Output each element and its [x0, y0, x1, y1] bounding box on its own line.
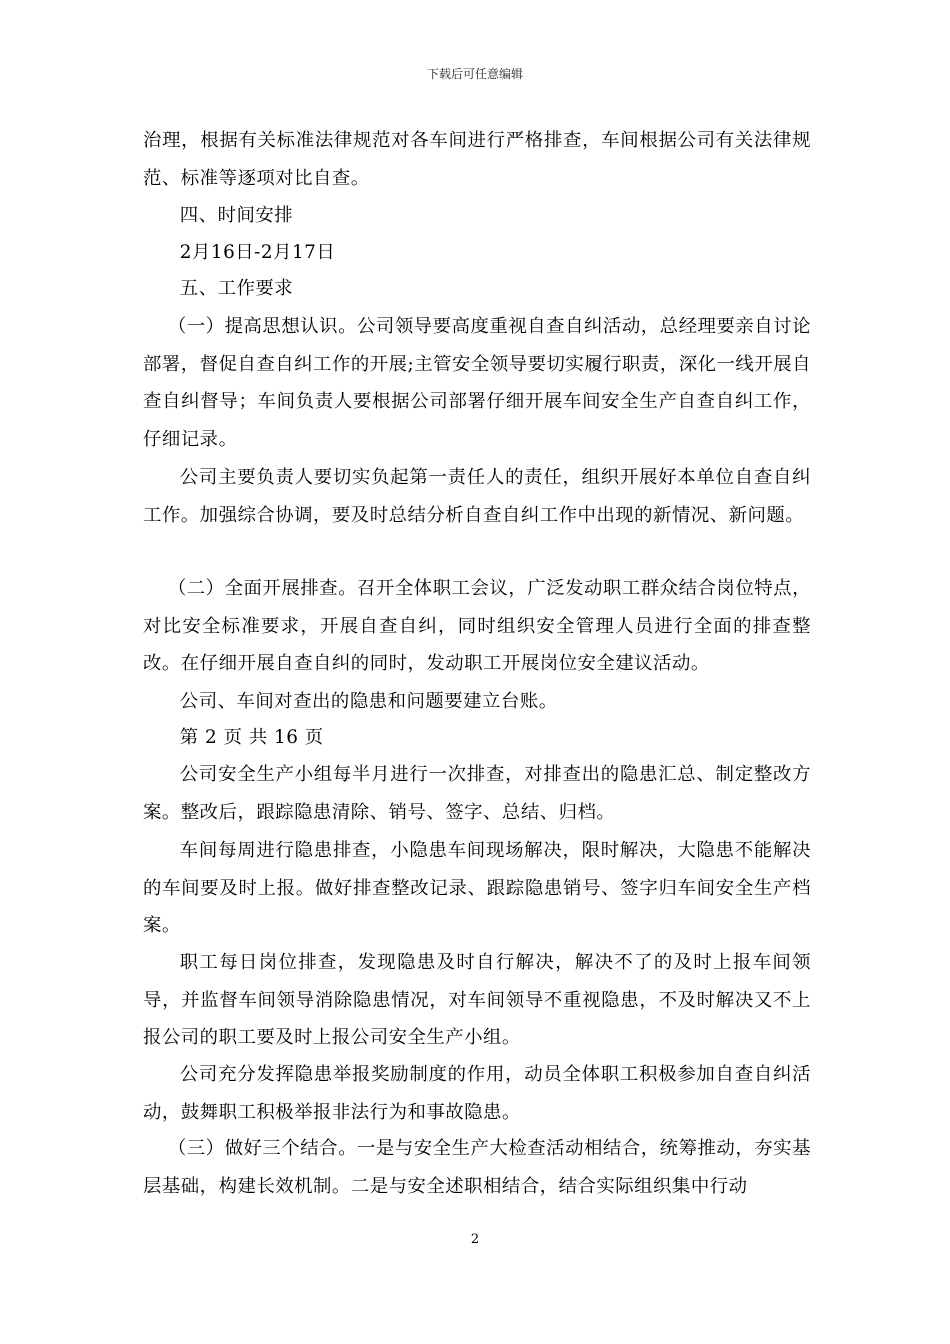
paragraph-safety-group: 公司安全生产小组每半月进行一次排查，对排查出的隐患汇总、制定整改方案。整改后，跟踪隐患清除、销号、签字、总结、归档。 [143, 764, 811, 823]
section-heading-schedule: 四、时间安排 [179, 205, 294, 226]
paragraph-reward-system: 公司充分发挥隐患举报奖励制度的作用，动员全体职工积极参加自查自纠活动，鼓舞职工积极举报非法行为和事故隐患。 [143, 1064, 811, 1123]
section-heading-requirements: 五、工作要求 [179, 278, 294, 299]
paragraph-requirement-3: （三）做好三个结合。一是与安全生产大检查活动相结合，统筹推动，夯实基层基础，构建长效机制。二是与安全述职相结合，结合实际组织集中行动 [143, 1138, 811, 1197]
inline-page-count: 第 2 页 共 16 页 [179, 727, 324, 748]
page-number: 2 [470, 1232, 480, 1247]
schedule-dates: 2月16日-2月17日 [179, 242, 336, 263]
paragraph-ledger: 公司、车间对查出的隐患和问题要建立台账。 [179, 691, 558, 712]
paragraph-requirement-2: （二）全面开展排查。召开全体职工会议，广泛发动职工群众结合岗位特点，对比安全标准要求，开展自查自纠，同时组织安全管理人员进行全面的排查整改。在仔细开展自查自纠的同时，发动职工开展岗位安全建议活动。 [143, 578, 811, 674]
paragraph-staff-daily: 职工每日岗位排查，发现隐患及时自行解决，解决不了的及时上报车间领导，并监督车间领导消除隐患情况，对车间领导不重视隐患，不及时解决又不上报公司的职工要及时上报公司安全生产小组。 [143, 952, 811, 1048]
page-header: 下载后可任意编辑 [426, 67, 523, 81]
paragraph-continuation: 治理，根据有关标准法律规范对各车间进行严格排查，车间根据公司有关法律规范、标准等逐项对比自查。 [143, 130, 811, 189]
paragraph-workshop-weekly: 车间每周进行隐患排查，小隐患车间现场解决，限时解决，大隐患不能解决的车间要及时上报。做好排查整改记录、跟踪隐患销号、签字归车间安全生产档案。 [143, 840, 811, 936]
paragraph-responsibility: 公司主要负责人要切实负起第一责任人的责任，组织开展好本单位自查自纠工作。加强综合协调，要及时总结分析自查自纠工作中出现的新情况、新问题。 [143, 467, 811, 526]
paragraph-requirement-1: （一）提高思想认识。公司领导要高度重视自查自纠活动，总经理要亲自讨论部署，督促自查自纠工作的开展;主管安全领导要切实履行职责，深化一线开展自查自纠督导；车间负责人要根据公司部署仔细开展车间安全生产自查自纠工作，仔细记录。 [143, 316, 811, 450]
